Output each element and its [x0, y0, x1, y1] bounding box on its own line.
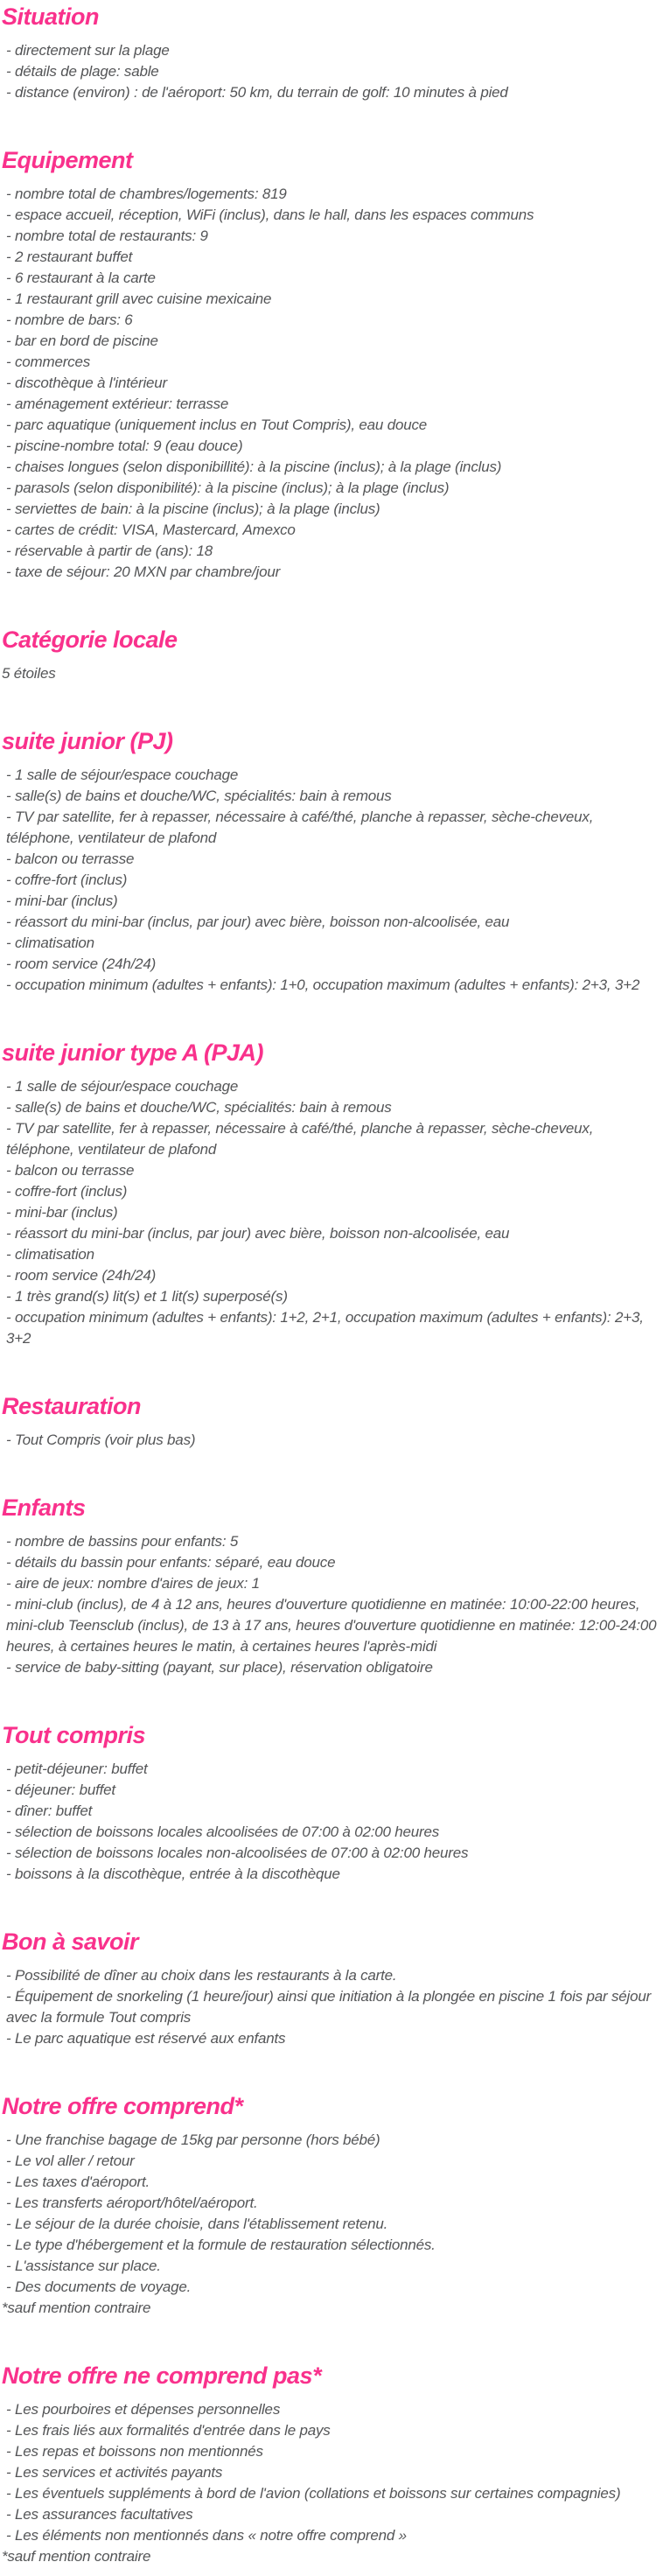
- section-title-equipement: Equipement: [2, 147, 133, 173]
- list-item: - sélection de boissons locales non-alcoolisées de 07:00 à 02:00 heures: [6, 1844, 469, 1861]
- list-item: - room service (24h/24): [6, 1267, 157, 1284]
- hotel-info-document: [2, 4, 658, 2567]
- list-item: - climatisation: [6, 934, 94, 951]
- list-item: - Le séjour de la durée choisie, dans l'établissement retenu.: [6, 2216, 388, 2232]
- section-title-suite-junior-pj: suite junior (PJ): [2, 728, 173, 754]
- list-item: - TV par satellite, fer à repasser, nécessaire à café/thé, planche à repasser, sèche-cheveux, téléphone, ventilateur de plafond: [6, 1120, 594, 1158]
- list-item: - directement sur la plage: [6, 42, 170, 59]
- list-item: - 2 restaurant buffet: [6, 248, 133, 265]
- list-item: - chaises longues (selon disponibillité): à la piscine (inclus); à la plage (inclus): [6, 458, 502, 475]
- list-item: - nombre total de restaurants: 9: [6, 228, 208, 244]
- list-item: - parc aquatique (uniquement inclus en Tout Compris), eau douce: [6, 416, 428, 433]
- list-item: - Les pourboires et dépenses personnelles: [6, 2401, 281, 2418]
- list-item: - occupation minimum (adultes + enfants): 1+0, occupation maximum (adultes + enfants): 2+3, 3+2: [6, 976, 640, 993]
- list-item: - Les transferts aéroport/hôtel/aéroport.: [6, 2194, 258, 2211]
- list-item: - L'assistance sur place.: [6, 2258, 161, 2274]
- list-item: - 1 très grand(s) lit(s) et 1 lit(s) superposé(s): [6, 1288, 288, 1305]
- list-item: - Le type d'hébergement et la formule de restauration sélectionnés.: [6, 2236, 436, 2253]
- section-title-notre-offre-ne-comprend-pas: Notre offre ne comprend pas*: [2, 2362, 322, 2389]
- section-title-bon-a-savoir: Bon à savoir: [2, 1928, 139, 1955]
- section-title-notre-offre-comprend: Notre offre comprend*: [2, 2093, 243, 2119]
- list-item: - serviettes de bain: à la piscine (inclus); à la plage (inclus): [6, 500, 380, 517]
- list-item: - Équipement de snorkeling (1 heure/jour) ainsi que initiation à la plongée en piscine 1 fois par séjour avec la formule Tout compris: [6, 1988, 652, 2026]
- list-item: - déjeuner: buffet: [6, 1782, 115, 1798]
- list-item: - réassort du mini-bar (inclus, par jour) avec bière, boisson non-alcoolisée, eau: [6, 1225, 510, 1242]
- list-item: - distance (environ) : de l'aéroport: 50 km, du terrain de golf: 10 minutes à pied: [6, 84, 508, 101]
- section-title-tout-compris: Tout compris: [2, 1722, 146, 1748]
- list-item: - nombre de bars: 6: [6, 312, 133, 328]
- list-item: - salle(s) de bains et douche/WC, spécialités: bain à remous: [6, 1099, 392, 1116]
- list-item: - Les assurances facultatives: [6, 2506, 193, 2523]
- list-item: - mini-bar (inclus): [6, 892, 118, 909]
- list-item: - boissons à la discothèque, entrée à la discothèque: [6, 1866, 340, 1882]
- list-item: - Les frais liés aux formalités d'entrée dans le pays: [6, 2422, 331, 2439]
- list-item: - cartes de crédit: VISA, Mastercard, Amexco: [6, 522, 296, 538]
- list-item: - commerces: [6, 354, 91, 370]
- list-item: - Le parc aquatique est réservé aux enfants: [6, 2030, 286, 2047]
- list-item: - 1 salle de séjour/espace couchage: [6, 1078, 239, 1095]
- section-title-categorie-locale: Catégorie locale: [2, 626, 178, 653]
- list-item: - nombre de bassins pour enfants: 5: [6, 1533, 239, 1550]
- list-item: - Possibilité de dîner au choix dans les restaurants à la carte.: [6, 1967, 397, 1984]
- list-item: - Les taxes d'aéroport.: [6, 2174, 150, 2190]
- list-item: - occupation minimum (adultes + enfants): 1+2, 2+1, occupation maximum (adultes + enfants): 2+3, 3+2: [6, 1309, 644, 1347]
- list-item: - room service (24h/24): [6, 956, 157, 972]
- list-item: - Tout Compris (voir plus bas): [6, 1432, 196, 1448]
- list-item: - dîner: buffet: [6, 1802, 93, 1819]
- list-item: - Les éléments non mentionnés dans « notre offre comprend »: [6, 2527, 407, 2544]
- list-item: - Des documents de voyage.: [6, 2278, 192, 2295]
- list-item: - coffre-fort (inclus): [6, 872, 128, 888]
- list-item: - balcon ou terrasse: [6, 850, 135, 867]
- list-item: - coffre-fort (inclus): [6, 1183, 128, 1200]
- list-item: - réservable à partir de (ans): 18: [6, 542, 213, 559]
- list-item: - aménagement extérieur: terrasse: [6, 396, 229, 412]
- list-item: - réassort du mini-bar (inclus, par jour) avec bière, boisson non-alcoolisée, eau: [6, 914, 510, 930]
- list-item: - Les services et activités payants: [6, 2464, 223, 2481]
- list-item: - bar en bord de piscine: [6, 332, 158, 349]
- list-item: - Une franchise bagage de 15kg par personne (hors bébé): [6, 2132, 380, 2148]
- list-item: - sélection de boissons locales alcoolisées de 07:00 à 02:00 heures: [6, 1824, 440, 1840]
- list-item: - service de baby-sitting (payant, sur place), réservation obligatoire: [6, 1659, 433, 1676]
- list-item: - 1 salle de séjour/espace couchage: [6, 766, 239, 783]
- list-item: - mini-club (inclus), de 4 à 12 ans, heures d'ouverture quotidienne en matinée: 10:00-22:00 heures, mini-club Teensclub (inclus), de 13 à 17 ans, heures d'ouverture quotidienne en matinée: 12:00-24:00 heures, à certaines heures le matin, à certaines heures l'après-midi: [6, 1596, 657, 1655]
- list-item: - balcon ou terrasse: [6, 1162, 135, 1179]
- list-item: - piscine-nombre total: 9 (eau douce): [6, 438, 243, 454]
- list-item: - Les repas et boissons non mentionnés: [6, 2443, 263, 2460]
- list-item: - 6 restaurant à la carte: [6, 270, 156, 286]
- list-item: - Le vol aller / retour: [6, 2152, 135, 2169]
- note-text: *sauf mention contraire: [2, 2300, 151, 2316]
- note-text: 5 étoiles: [2, 665, 56, 682]
- list-item: - climatisation: [6, 1246, 94, 1263]
- list-item: - détails du bassin pour enfants: séparé, eau douce: [6, 1554, 336, 1571]
- list-item: - petit-déjeuner: buffet: [6, 1760, 148, 1777]
- list-item: - Les éventuels suppléments à bord de l'avion (collations et boissons sur certaines compagnies): [6, 2485, 621, 2502]
- list-item: - espace accueil, réception, WiFi (inclus), dans le hall, dans les espaces communs: [6, 206, 534, 223]
- section-title-suite-junior-type-a-pja: suite junior type A (PJA): [2, 1040, 264, 1066]
- section-title-enfants: Enfants: [2, 1494, 86, 1521]
- list-item: - parasols (selon disponibilité): à la piscine (inclus); à la plage (inclus): [6, 480, 450, 496]
- list-item: - 1 restaurant grill avec cuisine mexicaine: [6, 290, 272, 307]
- list-item: - discothèque à l'intérieur: [6, 374, 168, 391]
- list-item: - TV par satellite, fer à repasser, nécessaire à café/thé, planche à repasser, sèche-cheveux, téléphone, ventilateur de plafond: [6, 808, 594, 846]
- section-title-restauration: Restauration: [2, 1393, 142, 1419]
- list-item: - détails de plage: sable: [6, 63, 159, 80]
- list-item: - nombre total de chambres/logements: 819: [6, 186, 287, 202]
- list-item: - taxe de séjour: 20 MXN par chambre/jour: [6, 564, 281, 580]
- section-title-situation: Situation: [2, 4, 99, 30]
- list-item: - mini-bar (inclus): [6, 1204, 118, 1221]
- list-item: - aire de jeux: nombre d'aires de jeux: 1: [6, 1575, 260, 1592]
- note-text: *sauf mention contraire: [2, 2548, 151, 2565]
- list-item: - salle(s) de bains et douche/WC, spécialités: bain à remous: [6, 788, 392, 804]
